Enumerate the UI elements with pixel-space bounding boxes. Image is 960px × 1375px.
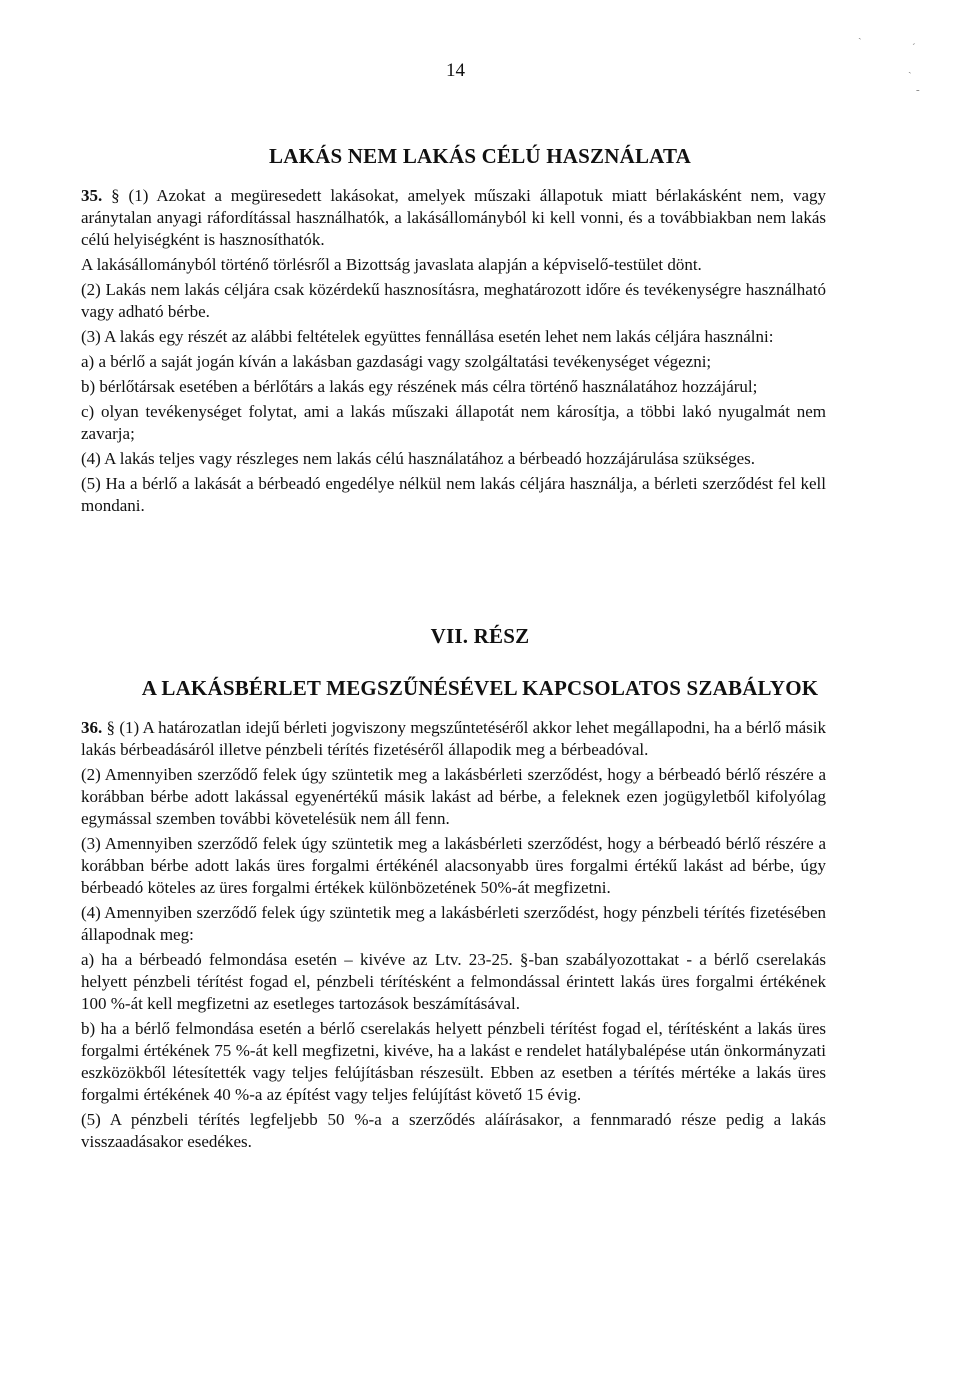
paragraph xyxy=(81,717,826,761)
scan-speck: - xyxy=(916,84,920,96)
paragraph: a) a bérlő a saját jogán kíván a lakásban gazdasági vagy szolgáltatási tevékenységet végezni; xyxy=(81,352,712,371)
paragraph: A lakásállományból történő törlésről a Bizottság javaslata alapján a képviselő-testület dönt. xyxy=(81,255,702,274)
paragraph: (2) Lakás nem lakás céljára csak közérdekű hasznosításra, meghatározott időre és tevékenységre használható vagy adható bérbe. xyxy=(81,280,826,321)
section-number: 36. xyxy=(81,718,103,737)
part-heading: VII. RÉSZ xyxy=(430,624,530,648)
paragraph: (3) A lakás egy részét az alábbi feltételek együttes fennállása esetén lehet nem lakás céljára használni: xyxy=(81,327,774,346)
page-number: 14 xyxy=(446,60,465,81)
section-number: 35. xyxy=(81,186,103,205)
section-36 xyxy=(81,717,826,1153)
paragraph: b) ha a bérlő felmondása esetén a bérlő cserelakás helyett pénzbeli térítést fogad el, térítésként a lakás üres forgalmi értékének 75 %-át kell megfizetni, kivéve, ha a lakást e rendelet hatálybalépése után önkormányzati eszközökből létesítették vagy teljes felújításban részesült. Ebben az esetben a térítés mértéke a lakás üres forgalmi értékének 40 %-a az építést vagy teljes felújítást követő 15 évig. xyxy=(81,1019,826,1104)
section-heading-non-residential-use: LAKÁS NEM LAKÁS CÉLÚ HASZNÁLATA xyxy=(269,144,691,168)
paragraph-text: § (1) Azokat a megüresedett lakásokat, amelyek műszaki állapotuk miatt bérlakásként nem, vagy aránytalan anyagi ráfordítással használhatók, a lakásállományból ki kell vonni, és a továbbiakban nem lakás célú helyiségként is hasznosíthatók. xyxy=(81,186,827,249)
scan-speck: ˏ xyxy=(858,28,862,40)
paragraph: (2) Amennyiben szerződő felek úgy szüntetik meg a lakásbérleti szerződést, hogy a bérbeadó bérlő részére a korábban bérbe adott lakással egyenértékű másik lakást ad bérbe, a feleknek ezen jogügyletből kifolyólag egymással szemben további követelésük nem áll fenn. xyxy=(81,765,826,828)
paragraph xyxy=(81,185,826,251)
paragraph: b) bérlőtársak esetében a bérlőtárs a lakás egy részének más célra történő használatához hozzájárul; xyxy=(81,377,758,396)
paragraph: (4) Amennyiben szerződő felek úgy szüntetik meg a lakásbérleti szerződést, hogy pénzbeli térítés fizetésében állapodnak meg: xyxy=(81,903,826,944)
paragraph: (4) A lakás teljes vagy részleges nem lakás célú használatához a bérbeadó hozzájárulása szükséges. xyxy=(81,449,756,468)
paragraph: (5) Ha a bérlő a lakását a bérbeadó engedélye nélkül nem lakás céljára használja, a bérleti szerződést fel kell mondani. xyxy=(81,474,826,515)
paragraph: a) ha a bérbeadó felmondása esetén – kivéve az Ltv. 23-25. §-ban szabályozottakat - a bérlő cserelakás helyett pénzbeli térítést fogad el, pénzbeli térítésként a felmondással érintett lakás üres forgalmi értékének 100 %-át kell megfizetni az esetleges tartozások beszámításával. xyxy=(81,950,826,1013)
paragraph: (3) Amennyiben szerződő felek úgy szüntetik meg a lakásbérleti szerződést, hogy a bérbeadó bérlő részére a korábban bérbe adott lakás üres forgalmi értékénél alacsonyabb üres forgalmi értékű lakást ad bérbe, úgy bérbeadó köteles az üres forgalmi értékek különbözetének 50%-át megfizetni. xyxy=(81,834,826,897)
section-35 xyxy=(81,185,826,517)
part-title: A LAKÁSBÉRLET MEGSZŰNÉSÉVEL KAPCSOLATOS SZABÁLYOK xyxy=(141,676,819,700)
scan-speck: ˎ xyxy=(908,62,912,74)
paragraph: c) olyan tevékenységet folytat, ami a lakás műszaki állapotát nem károsítja, a többi lakó nyugalmát nem zavarja; xyxy=(81,402,826,443)
paragraph: (5) A pénzbeli térítés legfeljebb 50 %-a a szerződés aláírásakor, a fennmaradó része pedig a lakás visszaadásakor esedékes. xyxy=(81,1110,826,1151)
scan-speck: ˊ xyxy=(912,42,916,54)
paragraph-text: § (1) A határozatlan idejű bérleti jogviszony megszűntetéséről akkor lehet megállapodni, ha a bérlő másik lakás bérbeadásáról illetve pénzbeli térítés fizetéséről állapodik meg a bérbeadóval. xyxy=(81,718,827,759)
